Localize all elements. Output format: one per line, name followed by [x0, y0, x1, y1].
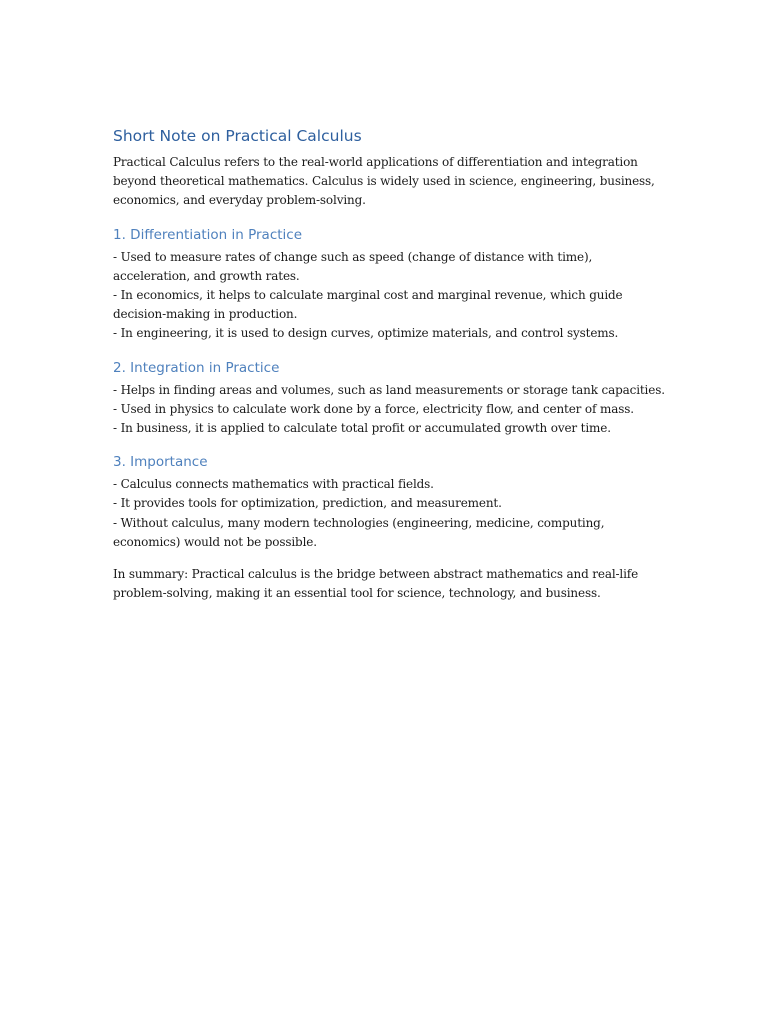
section-line: - Used to measure rates of change such as speed (change of distance with time),	[113, 249, 593, 264]
section-heading-differentiation: 1. Differentiation in Practice	[113, 226, 303, 243]
section-line: - In business, it is applied to calculate total profit or accumulated growth over time.	[113, 421, 611, 436]
section-heading-importance: 3. Importance	[113, 454, 208, 471]
section-body-differentiation	[113, 248, 673, 344]
section-line: - Calculus connects mathematics with practical fields.	[113, 477, 434, 492]
intro-line: Practical Calculus refers to the real-world applications of differentiation and integration	[113, 155, 638, 169]
section-line: - In engineering, it is used to design curves, optimize materials, and control systems.	[113, 326, 619, 341]
section-line: - In economics, it helps to calculate marginal cost and marginal revenue, which guide	[113, 288, 623, 303]
section-line: decision-making in production.	[113, 307, 298, 322]
section-line: - Without calculus, many modern technologies (engineering, medicine, computing,	[113, 515, 605, 530]
intro-paragraph	[113, 153, 673, 211]
section-line: acceleration, and growth rates.	[113, 268, 300, 283]
section-line: - Used in physics to calculate work done by a force, electricity flow, and center of mass.	[113, 401, 634, 416]
section-line: economics) would not be possible.	[113, 534, 317, 549]
document-page	[113, 125, 673, 603]
section-body-integration	[113, 381, 673, 439]
section-body-importance	[113, 475, 673, 552]
intro-line: beyond theoretical mathematics. Calculus is widely used in science, engineering, business,	[113, 174, 655, 189]
section-line: - It provides tools for optimization, prediction, and measurement.	[113, 496, 502, 511]
section-heading-integration: 2. Integration in Practice	[113, 359, 280, 376]
intro-line: economics, and everyday problem-solving.	[113, 193, 366, 208]
summary-line: In summary: Practical calculus is the bridge between abstract mathematics and real-life	[113, 567, 639, 582]
summary-line: problem-solving, making it an essential tool for science, technology, and business.	[113, 586, 601, 601]
document-title: Short Note on Practical Calculus	[113, 127, 362, 145]
summary-paragraph	[113, 565, 673, 603]
section-line: - Helps in finding areas and volumes, such as land measurements or storage tank capacities.	[113, 382, 665, 397]
